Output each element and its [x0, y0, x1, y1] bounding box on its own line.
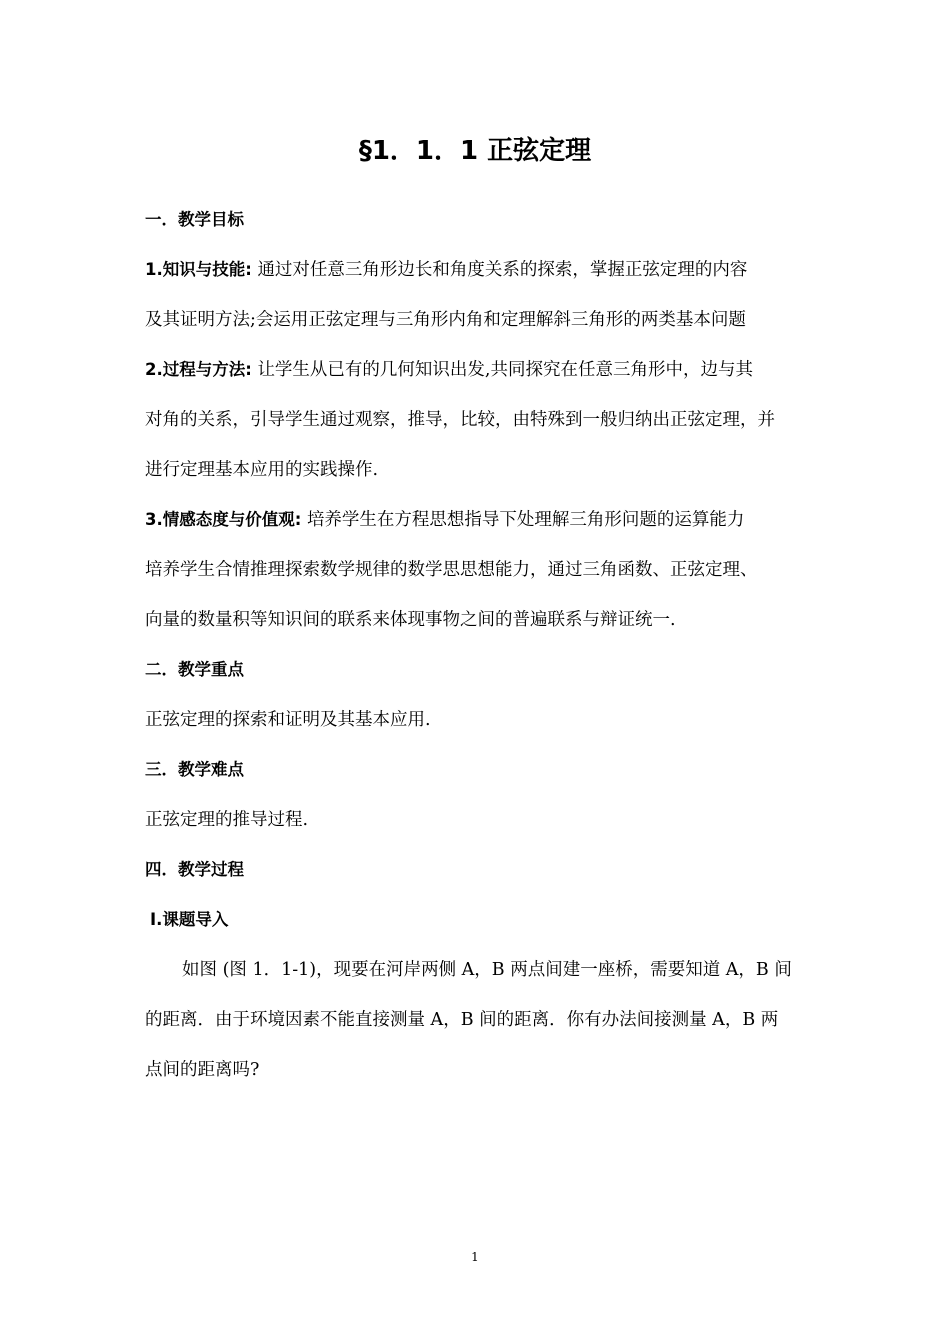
objective-2-line-1 — [145, 358, 825, 382]
objective-1-line-1 — [145, 258, 825, 282]
objective-3-text: 培养学生在方程思想指导下处理解三角形问题的运算能力 — [306, 510, 745, 530]
intro-line-2: 的距离．由于环境因素不能直接测量 A，B 间的距离．你有办法间接测量 A，B 两 — [145, 1010, 779, 1030]
section-heading-key-points: 二．教学重点 — [145, 660, 244, 679]
section-heading-difficulties: 三．教学难点 — [145, 760, 244, 779]
page-number: 1 — [471, 1250, 479, 1264]
objective-3-label: 3.情感态度与价值观: — [145, 510, 302, 529]
objective-1-line-2: 及其证明方法;会运用正弦定理与三角形内角和定理解斜三角形的两类基本问题 — [145, 310, 746, 330]
intro-line-1: 如图 (图 1．1-1)，现要在河岸两侧 A，B 两点间建一座桥，需要知道 A，B 间 — [182, 960, 792, 980]
key-points-text: 正弦定理的探索和证明及其基本应用. — [145, 710, 431, 730]
objective-1-label: 1.知识与技能: — [145, 260, 252, 279]
section-heading-objectives: 一．教学目标 — [145, 210, 244, 229]
objective-2-text: 让学生从已有的几何知识出发,共同探究在任意三角形中，边与其 — [257, 360, 753, 380]
difficulties-text: 正弦定理的推导过程. — [145, 810, 309, 830]
objective-3-line-3: 向量的数量积等知识间的联系来体现事物之间的普遍联系与辩证统一. — [145, 610, 676, 630]
objective-3-line-1 — [145, 508, 825, 532]
objective-2-line-3: 进行定理基本应用的实践操作. — [145, 460, 379, 480]
intro-line-3: 点间的距离吗? — [145, 1060, 260, 1080]
objective-2-label: 2.过程与方法: — [145, 360, 252, 379]
section-heading-process: 四．教学过程 — [145, 860, 244, 879]
objective-3-line-2: 培养学生合情推理探索数学规律的数学思思想能力，通过三角函数、正弦定理、 — [145, 560, 758, 580]
intro-heading: Ⅰ.课题导入 — [150, 910, 229, 929]
objective-1-text: 通过对任意三角形边长和角度关系的探索，掌握正弦定理的内容 — [257, 260, 748, 280]
objective-2-line-2: 对角的关系，引导学生通过观察，推导，比较，由特殊到一般归纳出正弦定理，并 — [145, 410, 775, 430]
document-title: §1．1．1 正弦定理 — [358, 136, 592, 166]
